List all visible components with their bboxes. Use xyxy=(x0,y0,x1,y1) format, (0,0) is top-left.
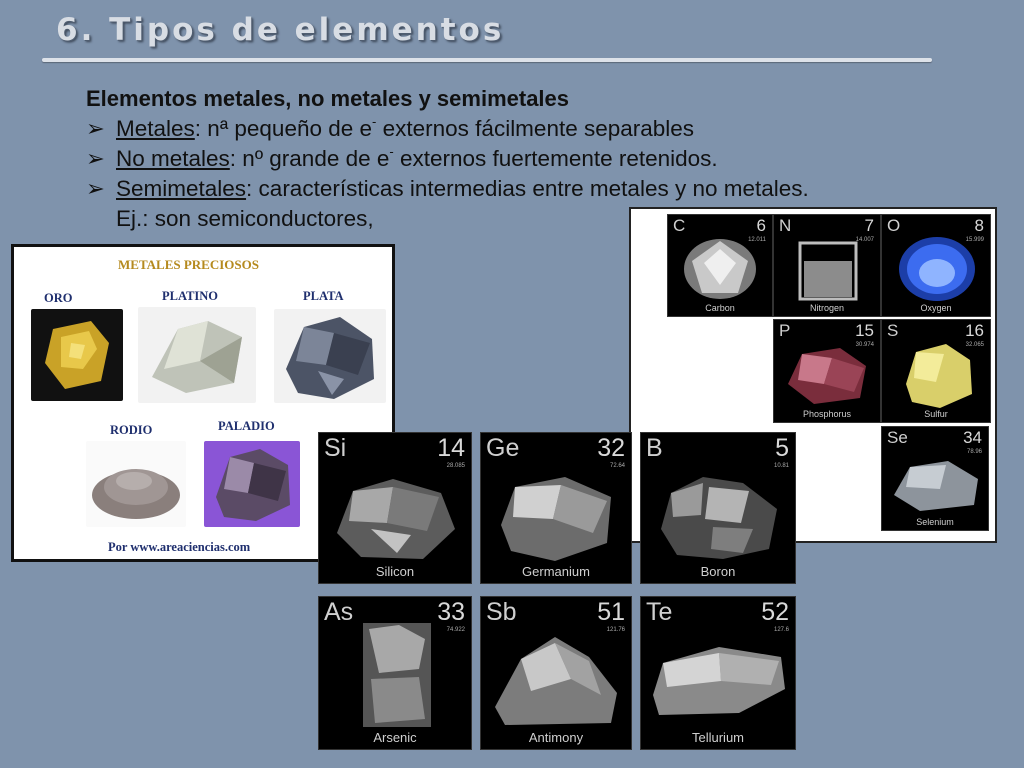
element-name: Sulfur xyxy=(924,409,948,419)
arrow-bullet-icon: ➢ xyxy=(86,146,105,171)
element-name: Phosphorus xyxy=(802,409,852,419)
element-tile-sulfur xyxy=(881,319,991,423)
element-number: 5 xyxy=(775,434,789,462)
element-tile-arsenic xyxy=(318,596,472,750)
label-paladio: PALADIO xyxy=(218,419,275,433)
element-tile-antimony xyxy=(480,596,632,750)
tellurium-image xyxy=(649,637,789,721)
element-mass: 28.085 xyxy=(446,463,465,469)
bullet-text: : nº grande de e xyxy=(229,146,390,171)
element-symbol: C xyxy=(673,216,686,235)
label-oro: ORO xyxy=(44,291,73,305)
element-name: Silicon xyxy=(375,564,415,579)
element-number: 34 xyxy=(963,428,982,447)
bullet-superscript: - xyxy=(372,114,377,129)
element-symbol: N xyxy=(779,216,792,235)
source-credit: Por www.areaciencias.com xyxy=(108,540,251,554)
precious-metals-title: METALES PRECIOSOS xyxy=(118,257,259,272)
bullet-text-end: externos fuertemente retenidos. xyxy=(393,146,718,171)
slide-heading: Elementos metales, no metales y semimetales xyxy=(86,86,570,111)
element-mass: 10.81 xyxy=(773,463,789,469)
element-symbol: Ge xyxy=(486,434,520,462)
rhodium-powder-image xyxy=(86,441,186,527)
element-mass: 74.922 xyxy=(446,627,465,633)
diamond-image xyxy=(676,231,764,303)
element-mass: 32.065 xyxy=(965,342,984,348)
arrow-bullet-icon: ➢ xyxy=(86,176,105,201)
phosphorus-image xyxy=(784,344,870,408)
bullet-term: No metales xyxy=(116,146,230,171)
label-platino: PLATINO xyxy=(162,289,219,303)
element-name: Germanium xyxy=(522,564,590,579)
element-mass: 72.64 xyxy=(609,463,625,469)
element-tile-tellurium xyxy=(640,596,796,750)
element-mass: 12.011 xyxy=(748,237,766,243)
element-mass: 78.96 xyxy=(966,449,982,455)
sulfur-image xyxy=(896,338,978,410)
gold-nugget-image xyxy=(31,309,123,401)
silver-crystal-image xyxy=(274,309,386,403)
bullet-term: Metales xyxy=(116,116,195,141)
arsenic-image xyxy=(349,619,445,731)
element-tile-boron xyxy=(640,432,796,584)
element-tile-germanium xyxy=(480,432,632,584)
element-tile-carbon xyxy=(667,214,773,317)
nitrogen-vial-image xyxy=(790,237,866,303)
germanium-image xyxy=(495,473,619,563)
bullet-text: : características intermedias entre metales y no metales. xyxy=(246,176,809,201)
element-mass: 15.999 xyxy=(965,237,984,243)
element-symbol: S xyxy=(887,321,899,340)
example-line: Ej.: son semiconductores, xyxy=(116,206,374,231)
element-number: 51 xyxy=(597,598,625,626)
element-symbol: P xyxy=(779,321,791,340)
element-name: Oxygen xyxy=(920,303,952,313)
element-mass: 121.76 xyxy=(606,627,625,633)
element-number: 14 xyxy=(437,434,465,462)
silicon-image xyxy=(331,473,461,563)
element-symbol: Te xyxy=(646,598,673,626)
element-name: Boron xyxy=(700,564,736,579)
element-symbol: Si xyxy=(324,434,347,462)
bullet-metales xyxy=(86,114,809,144)
oxygen-dish-image xyxy=(896,233,978,303)
element-tile-silicon xyxy=(318,432,472,584)
element-number: 6 xyxy=(756,216,766,235)
bullet-term: Semimetales xyxy=(116,176,247,201)
element-name: Carbon xyxy=(705,303,735,313)
element-symbol: Sb xyxy=(486,598,517,626)
palladium-crystal-image xyxy=(204,441,300,527)
bullet-superscript: - xyxy=(389,144,394,159)
element-tile-selenium xyxy=(881,426,989,531)
element-mass: 30.974 xyxy=(855,342,874,348)
bullet-no-metales xyxy=(86,144,809,174)
label-plata: PLATA xyxy=(303,289,344,303)
element-name: Nitrogen xyxy=(809,303,845,313)
title-underline xyxy=(42,58,932,62)
element-symbol: As xyxy=(324,598,354,626)
element-mass: 127.6 xyxy=(773,627,789,633)
element-name: Antimony xyxy=(528,730,584,745)
bullet-text: : nª pequeño de e xyxy=(194,116,373,141)
element-name: Tellurium xyxy=(691,730,744,745)
element-name: Selenium xyxy=(916,517,954,527)
bullet-semimetales xyxy=(86,174,809,204)
element-name: Arsenic xyxy=(373,730,417,745)
element-symbol: Se xyxy=(887,428,908,447)
element-tile-phosphorus xyxy=(773,319,881,423)
boron-image xyxy=(653,469,785,563)
element-number: 16 xyxy=(965,321,984,340)
element-symbol: B xyxy=(646,434,663,462)
platinum-crystal-image xyxy=(138,307,256,403)
element-number: 32 xyxy=(597,434,625,462)
element-mass: 14.007 xyxy=(855,237,874,243)
antimony-image xyxy=(491,631,623,729)
element-symbol: O xyxy=(887,216,901,235)
arrow-bullet-icon: ➢ xyxy=(86,116,105,141)
element-number: 8 xyxy=(974,216,984,235)
element-tile-nitrogen xyxy=(773,214,881,317)
label-rodio: RODIO xyxy=(110,423,153,437)
bullet-text-end: externos fácilmente separables xyxy=(376,116,695,141)
element-tile-oxygen xyxy=(881,214,991,317)
element-number: 52 xyxy=(761,598,789,626)
element-number: 15 xyxy=(855,321,874,340)
element-number: 7 xyxy=(864,216,874,235)
slide-title: 6. Tipos de elementos xyxy=(56,12,505,48)
element-number: 33 xyxy=(437,598,465,626)
selenium-image xyxy=(890,455,982,515)
